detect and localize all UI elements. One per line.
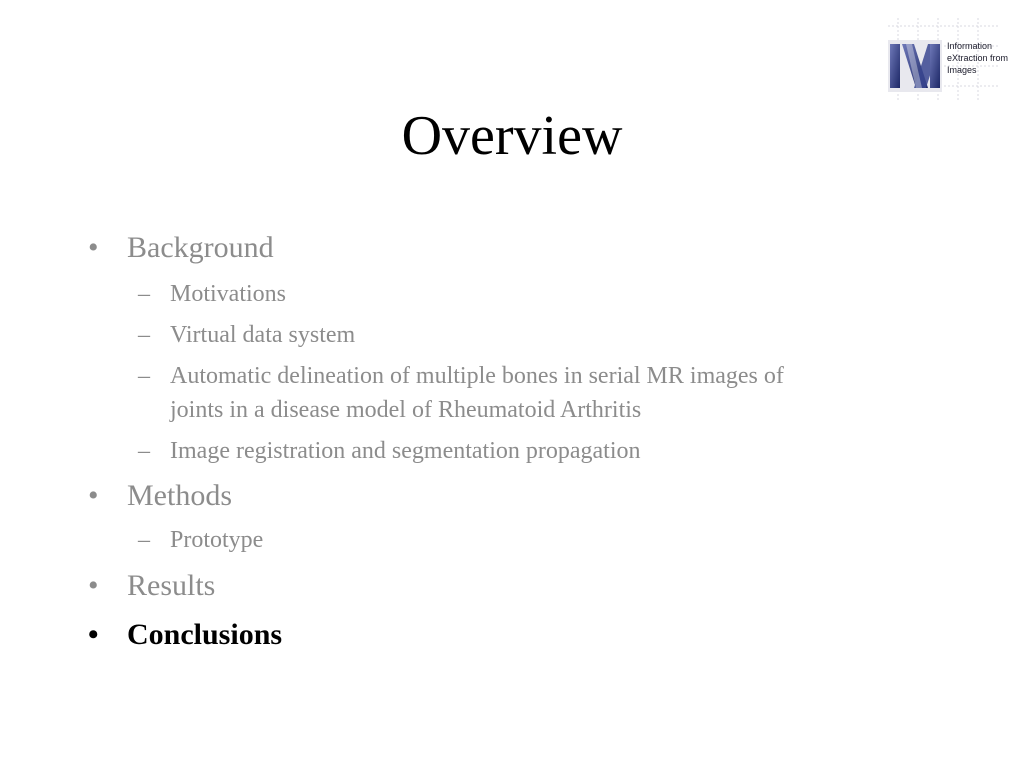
dash-icon: – xyxy=(138,281,150,307)
bullet-text: Conclusions xyxy=(127,618,283,651)
subbullet-text: Automatic delineation of multiple bones in serial MR images of xyxy=(170,363,784,389)
bullet-icon: • xyxy=(88,231,99,264)
dash-icon: – xyxy=(138,527,150,553)
subbullet-text: Virtual data system xyxy=(170,322,356,348)
bullet-text: Results xyxy=(127,569,216,602)
subbullet-text: Prototype xyxy=(170,527,264,553)
bullet-text: Methods xyxy=(127,479,232,512)
dash-icon: – xyxy=(138,322,150,348)
slide-title: Overview xyxy=(401,105,623,167)
bullet-icon: • xyxy=(88,618,99,651)
subbullet-text: Image registration and segmentation propagation xyxy=(170,438,641,464)
bullet-icon: • xyxy=(88,479,99,512)
dash-icon: – xyxy=(138,438,150,464)
dash-icon: – xyxy=(138,363,150,389)
logo-line-3: Images xyxy=(947,65,977,75)
logo-line-2: eXtraction from xyxy=(947,53,1009,63)
bullet-text: Background xyxy=(127,231,274,264)
subbullet-text: Motivations xyxy=(170,281,287,307)
bullet-icon: • xyxy=(88,569,99,602)
logo-line-1: Information xyxy=(947,41,993,51)
subbullet-text-continued: joints in a disease model of Rheumatoid Arthritis xyxy=(170,397,642,423)
